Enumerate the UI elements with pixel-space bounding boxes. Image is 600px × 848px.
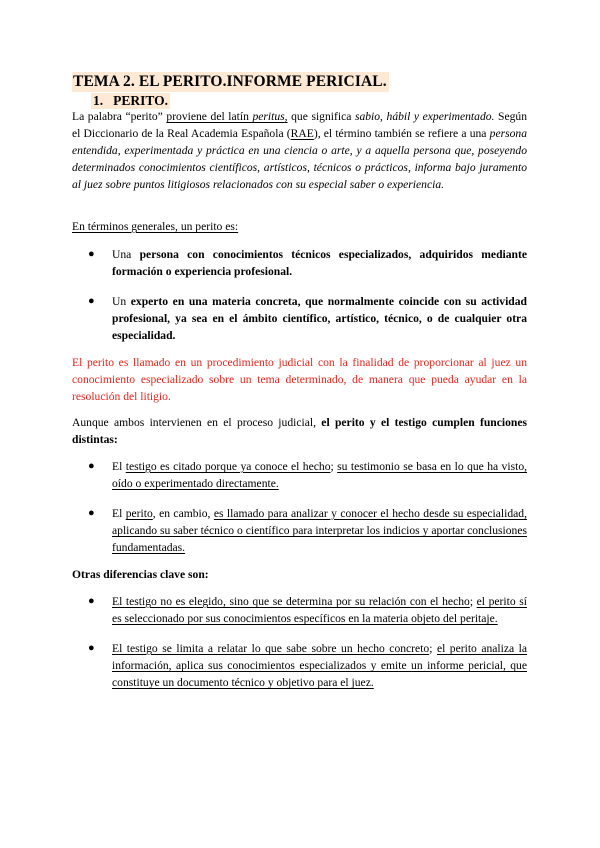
bullet-icon: ● [88, 460, 95, 472]
bullet-icon: ● [88, 595, 95, 607]
list-item [88, 640, 527, 691]
bullet-icon: ● [88, 295, 95, 307]
compare-paragraph [72, 414, 527, 448]
intro-text: La palabra “perito” [72, 110, 167, 123]
section-label: PERITO. [113, 93, 169, 108]
list-item [88, 458, 527, 492]
list-item-bold: persona con conocimientos técnicos especializados, adquiridos mediante formación o experiencia profesional. [112, 248, 528, 279]
intro-definition: persona entendida, experimentada y práctica en una ciencia o arte, y a aquella persona que, poseyendo determinados conocimientos científicos, artísticos, técnicos o prácticos, informa bajo juramento al juez sobre puntos litigiosos relacionados con su especial saber o experiencia. [72, 127, 527, 192]
bullet-icon: ● [88, 248, 95, 260]
red-paragraph [72, 354, 527, 405]
list-item-text: testigo es citado porque ya conoce el hecho [125, 460, 331, 473]
page-title: TEMA 2. EL PERITO.INFORME PERICIAL. [73, 73, 387, 90]
others-heading-block [72, 566, 527, 583]
list-item-text: perito [125, 507, 153, 520]
intro-text: ), el término también se refiere a una [313, 127, 490, 141]
bullet-icon: ● [88, 507, 95, 519]
intro-paragraph [72, 108, 527, 193]
intro-text: proviene del latín [166, 110, 253, 123]
list-item [88, 293, 527, 344]
intro-text: , [284, 110, 288, 123]
intro-text: Según el Diccionario de la Real Academia Española ( [72, 110, 528, 141]
list-item [88, 505, 527, 556]
section-number: 1. [93, 93, 104, 108]
list-item-text: ; [469, 595, 477, 608]
bullet-icon: ● [88, 642, 95, 654]
compare-bold: el perito y el testigo cumplen funciones distintas: [72, 416, 528, 447]
red-paragraph-text: El perito es llamado en un procedimiento judicial con la finalidad de proporcionar al juez un conocimiento especializado sobre un tema determinado, de manera que pueda ayudar en la resolución del litigio. [72, 356, 527, 404]
list-item-text: ; [429, 642, 437, 655]
intro-rae: RAE [290, 127, 314, 141]
list-item-text: ; [330, 460, 338, 473]
others-heading: Otras diferencias clave son: [72, 568, 209, 581]
list-item-text: , en cambio, [152, 507, 214, 520]
list-item-text: El testigo no es elegido, sino que se determina por su relación con el hecho [112, 595, 470, 608]
list-item-bold: experto en una materia concreta, que normalmente coincide con su actividad profesional, ya sea en el ámbito científico, artístico, técnico, o de cualquier otra especialidad. [112, 295, 527, 343]
list-item [88, 246, 527, 280]
list-item-text: Un [112, 295, 131, 308]
list-item-text: su testimonio se basa en lo que ha visto, oído o experimentado directamente. [112, 460, 528, 491]
list-item-text: el perito sí es seleccionado por sus conocimientos específicos en la materia objeto del peritaje. [112, 595, 527, 626]
terms-heading-block [72, 218, 527, 235]
compare-text: Aunque ambos intervienen en el proceso judicial, [72, 416, 322, 429]
list-item-text: es llamado para analizar y conocer el hecho desde su especialidad, aplicando su saber técnico o científico para interpretar los indicios y aportar conclusiones fundamentadas. [112, 507, 528, 555]
intro-latin-term: peritus [252, 110, 285, 123]
list-item-text: el perito analiza la información, aplica sus conocimientos especializados y emite un informe pericial, que constituye un documento técnico y objetivo para el juez. [112, 642, 528, 690]
intro-text: que significa [287, 110, 355, 123]
list-item-text: El [112, 507, 126, 520]
list-item-text: Una [112, 248, 140, 261]
intro-meaning: sabio, hábil y experimentado. [354, 110, 495, 123]
list-item-text: El testigo se limita a relatar lo que sabe sobre un hecho concreto [112, 642, 430, 655]
title-wrap [72, 72, 389, 92]
terms-heading: En términos generales, un perito es: [72, 220, 239, 233]
section-heading [91, 93, 170, 109]
list-item [88, 593, 527, 627]
list-item-text: El [112, 460, 126, 473]
